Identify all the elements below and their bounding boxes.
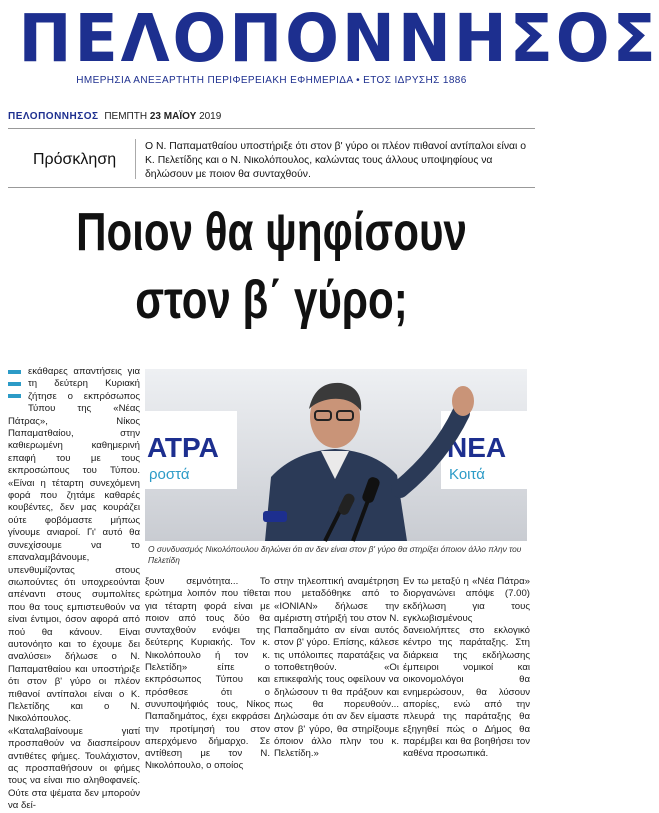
article-column-4: Εν τω μεταξύ η «Νέα Πάτρα» διοργανώνει απόψε (7.00) εκδήλωση για τους εγκλωβισμένους δανειολήπτες στο εκλογικό κέντρο της παράταξης. Στη διάρκεια της εκδήλωσης έμπειροι νομικοί και οικονομολόγοι θα ενημερώσουν, θα λύσουν απορίες, ενώ από την πλευρά της παράταξης θα εξηγηθεί πώς ο Δήμος θα παρέμβει και θα βοηθήσει τον καθένα προσωπικά. bbox=[403, 576, 530, 760]
kicker-text: Ο Ν. Παπαματθαίου υποστήριξε ότι στον β' γύρο οι πλέον πιθανοί αντίπαλοι είναι ο Κ. Πελετίδης και ο Ν. Νικολόπουλος, καλώντας τους άλλους υποψηφίους να δηλώσουν με ποιον θα συνταχθούν. bbox=[145, 141, 526, 180]
microphone-3 bbox=[263, 511, 287, 522]
kicker-rule bbox=[8, 187, 535, 188]
article-column-1 bbox=[8, 366, 140, 812]
article-col1-text: εκάθαρες απαντήσεις για τη δεύτερη Κυριακή ζήτησε ο εκπρόσωπος Τύπου της «Νέας Πάτρας», Νίκος Παπαματθαίου, στην καθιερωμένη καθημερινή επαφή του με τους εκπροσώπους του Τύπου. «Είναι η τέταρτη συνεχόμενη φορά που ζητάμε καθαρές κουβέντες, δεν μας κουράζει ούτε φοβόμαστε μήπως γίνουμε ανιαροί. Γι' αυτό θα συνεχίσουμε να το επαναλαμβάνουμε, υπενθυμίζοντας στους σιωπούντες ότι υποχρεούνται απέναντι στους συμπολίτες που θα τους εμπιστευθούν να είναι έντιμοι, όσον αφορά από πού θα κάνουν. Είναι αυτονόητο και το έχουμε δει αναλύσει» δήλωσε ο Ν. Παπαματθαίου και υποστήριξε ότι στον β' γύρο οι πλέον πιθανοί αντίπαλοι είναι ο Κ. Πελετίδης και ο Ν. Νικολόπουλος. «Καταλαβαίνουμε γιατί προσπαθούν να διασπείρουν αντιθέτες φήμες. Τουλάχιστον, ας προσπαθήσουν οι φήμες τους να είναι πιο αληθοφανείς. Ούτε στα ψέματα δεν μπορούν να δεί- bbox=[8, 366, 140, 812]
sign-left-text-2: ροστά bbox=[149, 466, 190, 483]
kicker-divider bbox=[135, 139, 136, 179]
dateline-paper: ΠΕΛΟΠΟΝΝΗΣΟΣ bbox=[8, 111, 99, 122]
article-column-2: ξουν σεμνότητα... Το ερώτημα λοιπόν που τίθεται για τέταρτη φορά είναι με ποιον από τους δύο θα συνταχθούν ενόψει της δεύτερης Κυριακής. Τον κ. Νικολόπουλο ή τον κ. Πελετίδη» είπε ο εκπρόσωπος Τύπου και πρόσθεσε ότι ο συνυποψήφιός τους, Νίκος Παπαδημάτος, έχει εκφράσει την προτίμησή του στον απερχόμενο δήμαρχο. Σε αντίθεση με τον Ν. Νικολόπουλο, ο οποίος bbox=[145, 576, 270, 772]
sign-right-text-2: Κοιτά bbox=[449, 466, 485, 483]
article-column-3: στην τηλεοπτική αναμέτρηση που μεταδόθηκε από το «ΙΟΝΙΑΝ» δήλωσε την αμέριστη στήριξή του στον Ν. Παπαδημάτο αν είναι αυτός στον β' γύρο. Επίσης, κάλεσε τις υπόλοιπες παρατάξεις να τοποθετηθούν. «Οι επικεφαλής τους οφείλουν να δηλώσουν τι θα πράξουν και πως θα πορευθούν... Δηλώσαμε ότι αν δεν είμαστε στον β' γύρο, θα στηρίξουμε όποιον άλλο πλην του κ. Πελετίδη.» bbox=[274, 576, 399, 760]
dateline-year: 2019 bbox=[199, 111, 222, 122]
headline-line-2: στον β΄ γύρο; bbox=[135, 270, 408, 330]
article-photo bbox=[145, 369, 527, 541]
drop-cap-bars bbox=[8, 366, 26, 406]
dateline-weekday: ΠΕΜΠΤΗ bbox=[104, 111, 148, 122]
newspaper-title: ΠΕΛΟΠΟΝΝΗΣΟΣ bbox=[18, 0, 659, 77]
kicker-label: Πρόσκληση bbox=[33, 151, 117, 168]
sign-left-text-1: ΑΤΡΑ bbox=[147, 432, 219, 463]
headline-line-1: Ποιον θα ψηφίσουν bbox=[76, 202, 467, 262]
newspaper-subtitle: ΗΜΕΡΗΣΙΑ ΑΝΕΞΑΡΤΗΤΗ ΠΕΡΙΦΕΡΕΙΑΚΗ ΕΦΗΜΕΡΙΔΑ • ΕΤΟΣ ΙΔΡΥΣΗΣ 1886 bbox=[76, 75, 467, 86]
dateline-day-month: 23 ΜΑΪΟΥ bbox=[149, 111, 197, 122]
photo-illustration bbox=[145, 369, 527, 541]
masthead bbox=[0, 0, 659, 100]
photo-caption: Ο συνδυασμός Νικολόπουλου δηλώνει ότι αν δεν είναι στον β' γύρο θα στηρίξει όποιον άλλο πλην του Πελετίδη bbox=[148, 544, 522, 565]
top-rule bbox=[8, 128, 535, 129]
speaker-hand bbox=[452, 386, 474, 416]
sign-right-text-1: ΝΕΑ bbox=[447, 432, 507, 463]
dateline bbox=[8, 110, 221, 124]
dateline-date bbox=[104, 111, 221, 122]
headline bbox=[60, 198, 484, 334]
